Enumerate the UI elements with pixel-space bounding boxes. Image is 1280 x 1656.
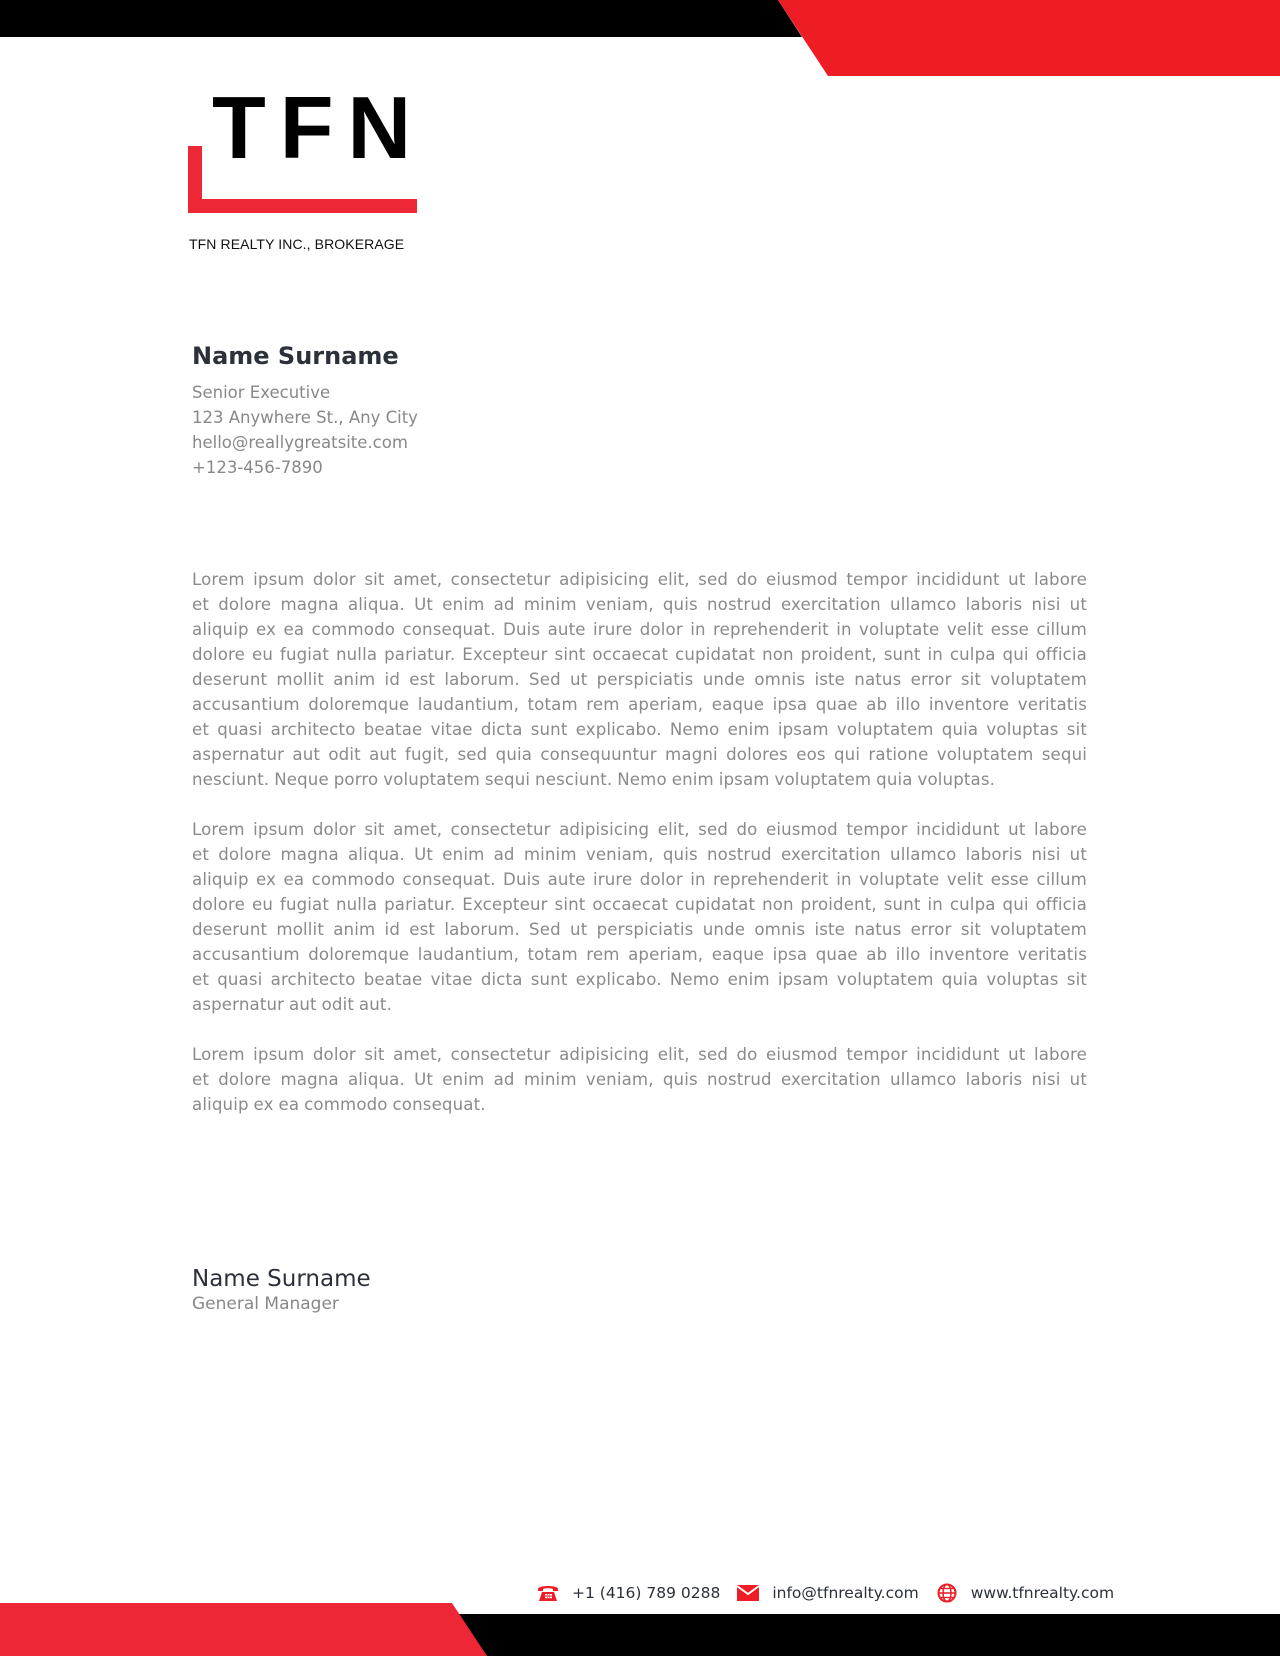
body-paragraph-1 (192, 567, 1087, 792)
sender-block (192, 338, 692, 480)
header-black-band (0, 0, 802, 37)
paragraph-line: Lorem ipsum dolor sit amet, consectetur adipisicing elit, sed do eiusmod tempor incididunt ut labore (192, 820, 1087, 839)
sender-name: Name Surname (192, 342, 399, 370)
paragraph-line: nesciunt. Neque porro voluptatem sequi nesciunt. Nemo enim ipsam voluptatem quia voluptas. (192, 770, 996, 789)
paragraph-line: aliquip ex ea commodo consequat. (192, 1095, 486, 1114)
paragraph-line: aliquip ex ea commodo consequat. Duis aute irure dolor in reprehenderit in voluptate velit esse cillum (192, 870, 1087, 889)
footer-black-band (455, 1614, 1280, 1656)
sender-address: 123 Anywhere St., Any City (192, 408, 418, 427)
paragraph-line: et dolore magna aliqua. Ut enim ad minim veniam, quis nostrud exercitation ullamco laboris nisi ut (192, 1070, 1087, 1089)
footer-website-text: www.tfnrealty.com (970, 1584, 1115, 1602)
sender-email[interactable]: hello@reallygreatsite.com (192, 433, 408, 452)
header-bands (0, 0, 1280, 80)
paragraph-line: deserunt mollit anim id est laborum. Sed ut perspiciatis unde omnis iste natus error sit voluptatem (192, 920, 1087, 939)
paragraph-line: aliquip ex ea commodo consequat. Duis aute irure dolor in reprehenderit in voluptate velit esse cillum (192, 620, 1087, 639)
body-paragraph-2 (192, 817, 1087, 1017)
signatory-title: General Manager (192, 1294, 339, 1314)
logo-wordmark: TFN (212, 78, 426, 177)
letter-body (192, 567, 1087, 1142)
paragraph-line: aspernatur aut odit aut fugit, sed quia consequuntur magni dolores eos qui ratione voluptatem sequi (192, 745, 1087, 764)
company-tagline: TFN REALTY INC., BROKERAGE (189, 236, 405, 252)
signatory-name: Name Surname (192, 1266, 371, 1292)
header-red-band (778, 0, 1280, 76)
paragraph-line: dolore eu fugiat nulla pariatur. Excepteur sint occaecat cupidatat non proident, sunt in culpa qui officia (192, 895, 1087, 914)
paragraph-line: et quasi architecto beatae vitae dicta sunt explicabo. Nemo enim ipsam voluptatem quia voluptas sit (192, 720, 1087, 739)
body-paragraph-3 (192, 1042, 1087, 1117)
footer-bands (0, 1596, 1280, 1656)
paragraph-line: et dolore magna aliqua. Ut enim ad minim veniam, quis nostrud exercitation ullamco laboris nisi ut (192, 845, 1087, 864)
paragraph-line: deserunt mollit anim id est laborum. Sed ut perspiciatis unde omnis iste natus error sit voluptatem (192, 670, 1087, 689)
footer-email-text: info@tfnrealty.com (772, 1584, 919, 1602)
logo-bracket-horizontal (188, 199, 417, 213)
company-logo (188, 78, 426, 218)
paragraph-line: Lorem ipsum dolor sit amet, consectetur adipisicing elit, sed do eiusmod tempor incididunt ut labore (192, 570, 1087, 589)
paragraph-line: accusantium doloremque laudantium, totam rem aperiam, eaque ipsa quae ab illo inventore veritatis (192, 945, 1087, 964)
paragraph-line: et dolore magna aliqua. Ut enim ad minim veniam, quis nostrud exercitation ullamco laboris nisi ut (192, 595, 1087, 614)
paragraph-line: Lorem ipsum dolor sit amet, consectetur adipisicing elit, sed do eiusmod tempor incididunt ut labore (192, 1045, 1087, 1064)
paragraph-line: et quasi architecto beatae vitae dicta sunt explicabo. Nemo enim ipsam voluptatem quia voluptas sit (192, 970, 1087, 989)
footer-red-band (0, 1603, 487, 1656)
sender-title: Senior Executive (192, 383, 331, 402)
signature-block (192, 1264, 371, 1314)
sender-phone: +123-456-7890 (192, 458, 323, 477)
paragraph-line: accusantium doloremque laudantium, totam rem aperiam, eaque ipsa quae ab illo inventore veritatis (192, 695, 1087, 714)
paragraph-line: aspernatur aut odit aut. (192, 995, 393, 1014)
paragraph-line: dolore eu fugiat nulla pariatur. Excepteur sint occaecat cupidatat non proident, sunt in culpa qui officia (192, 645, 1087, 664)
footer-phone-text: +1 (416) 789 0288 (572, 1584, 721, 1602)
